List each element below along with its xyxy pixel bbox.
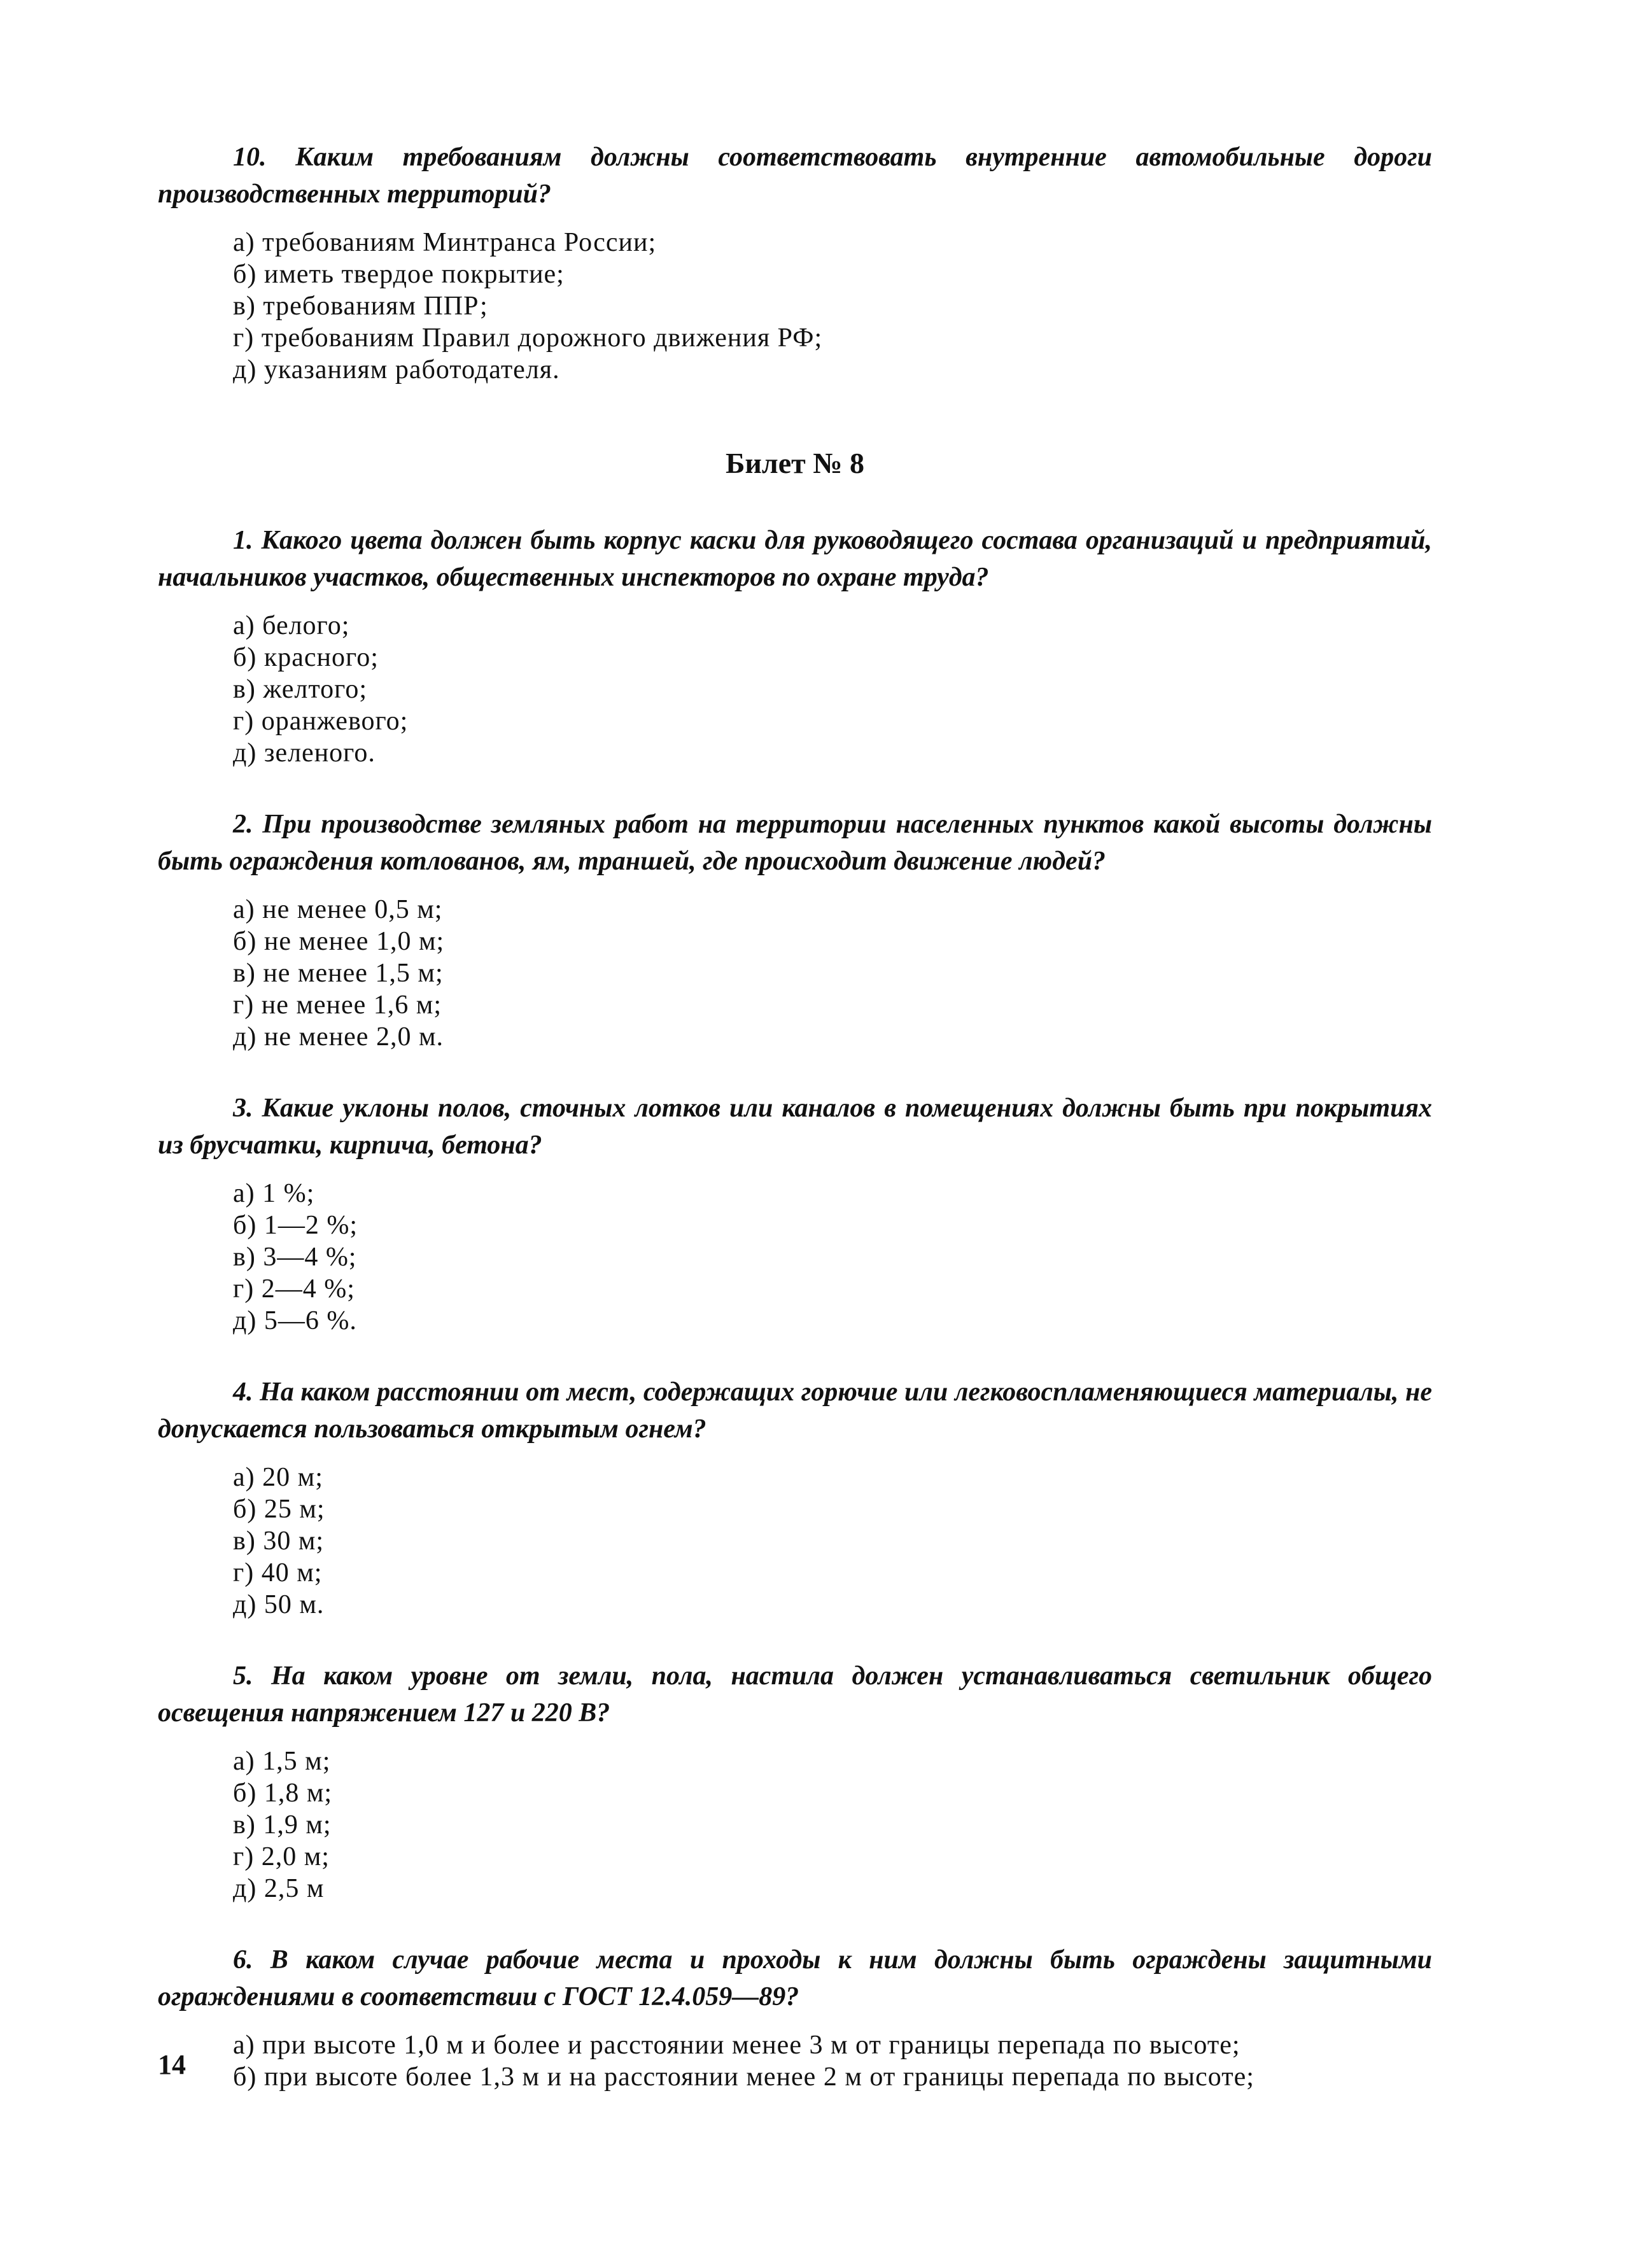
answer-option: д) 50 м. [233, 1590, 325, 1619]
question-text: 6. В каком случае рабочие места и проходы к ним должны быть ограждены защитными ограждениями в соответствии с ГОСТ 12.4.059—89? [158, 1945, 1432, 2011]
answer-option: г) 40 м; [233, 1558, 323, 1588]
page-content [158, 139, 1432, 2130]
answer-option: в) желтого; [233, 675, 368, 704]
answer-option: б) 1—2 %; [233, 1211, 358, 1240]
answer-option: д) зеленого. [233, 738, 376, 768]
question-text: 10. Каким требованиям должны соответствовать внутренние автомобильные дороги производственных территорий? [158, 143, 1432, 209]
answer-option: г) 2,0 м; [233, 1842, 330, 1871]
answer-list [158, 894, 1432, 1053]
answer-option: в) требованиям ППР; [233, 292, 488, 321]
answer-list [158, 610, 1432, 769]
answer-option: б) красного; [233, 643, 379, 672]
answer-option: в) 1,9 м; [233, 1810, 332, 1840]
question-text: 4. На каком расстоянии от мест, содержащих горючие или легковоспламеняющиеся материалы, не допускается пользоваться открытым огнем? [158, 1377, 1432, 1444]
answer-list [158, 227, 1432, 386]
answer-option: б) 1,8 м; [233, 1778, 333, 1808]
answer-option: в) не менее 1,5 м; [233, 959, 444, 988]
answer-option: д) 5—6 %. [233, 1306, 357, 1335]
question-text: 2. При производстве земляных работ на территории населенных пунктов какой высоты должны быть ограждения котлованов, ям, траншей, где происходит движение людей? [158, 810, 1432, 876]
answer-option: а) белого; [233, 611, 350, 640]
question-block-6 [158, 1941, 1432, 2093]
answer-option: а) при высоте 1,0 м и более и расстоянии менее 3 м от границы перепада по высоте; [233, 2031, 1240, 2060]
answer-option: д) указаниям работодателя. [233, 355, 560, 384]
answer-option: д) не менее 2,0 м. [233, 1022, 444, 1052]
answer-option: г) требованиям Правил дорожного движения РФ; [233, 323, 823, 353]
question-block-4 [158, 1374, 1432, 1621]
answer-option: в) 30 м; [233, 1526, 325, 1556]
question-block-5 [158, 1658, 1432, 1905]
answer-option: в) 3—4 %; [233, 1243, 357, 1272]
answer-list [158, 1462, 1432, 1621]
answer-option: а) 1 %; [233, 1179, 315, 1208]
ticket-title: Билет № 8 [726, 447, 864, 479]
answer-option: а) 1,5 м; [233, 1747, 331, 1776]
question-block-10 [158, 139, 1432, 386]
question-text: 5. На каком уровне от земли, пола, настила должен устанавливаться светильник общего освещения напряжением 127 и 220 В? [158, 1661, 1432, 1728]
question-block-2 [158, 806, 1432, 1053]
answer-option: г) 2—4 %; [233, 1274, 355, 1304]
answer-option: б) 25 м; [233, 1495, 325, 1524]
answer-option: г) не менее 1,6 м; [233, 990, 442, 1020]
answer-option: б) при высоте более 1,3 м и на расстоянии менее 2 м от границы перепада по высоте; [233, 2062, 1254, 2092]
answer-option: д) 2,5 м [233, 1874, 325, 1903]
page-number: 14 [158, 2049, 186, 2080]
answer-option: а) требованиям Минтранса России; [233, 228, 657, 257]
answer-option: б) иметь твердое покрытие; [233, 260, 565, 289]
answer-list [158, 2029, 1432, 2093]
answer-option: г) оранжевого; [233, 707, 409, 736]
answer-option: б) не менее 1,0 м; [233, 927, 445, 956]
question-block-3 [158, 1090, 1432, 1337]
answer-option: а) 20 м; [233, 1463, 323, 1492]
question-text: 1. Какого цвета должен быть корпус каски для руководящего состава организаций и предприятий, начальников участков, общественных инспекторов по охране труда? [158, 526, 1432, 592]
answer-list [158, 1178, 1432, 1337]
answer-list [158, 1745, 1432, 1905]
question-text: 3. Какие уклоны полов, сточных лотков или каналов в помещениях должны быть при покрытиях из брусчатки, кирпича, бетона? [158, 1094, 1432, 1160]
question-block-1 [158, 522, 1432, 769]
answer-option: а) не менее 0,5 м; [233, 895, 443, 924]
